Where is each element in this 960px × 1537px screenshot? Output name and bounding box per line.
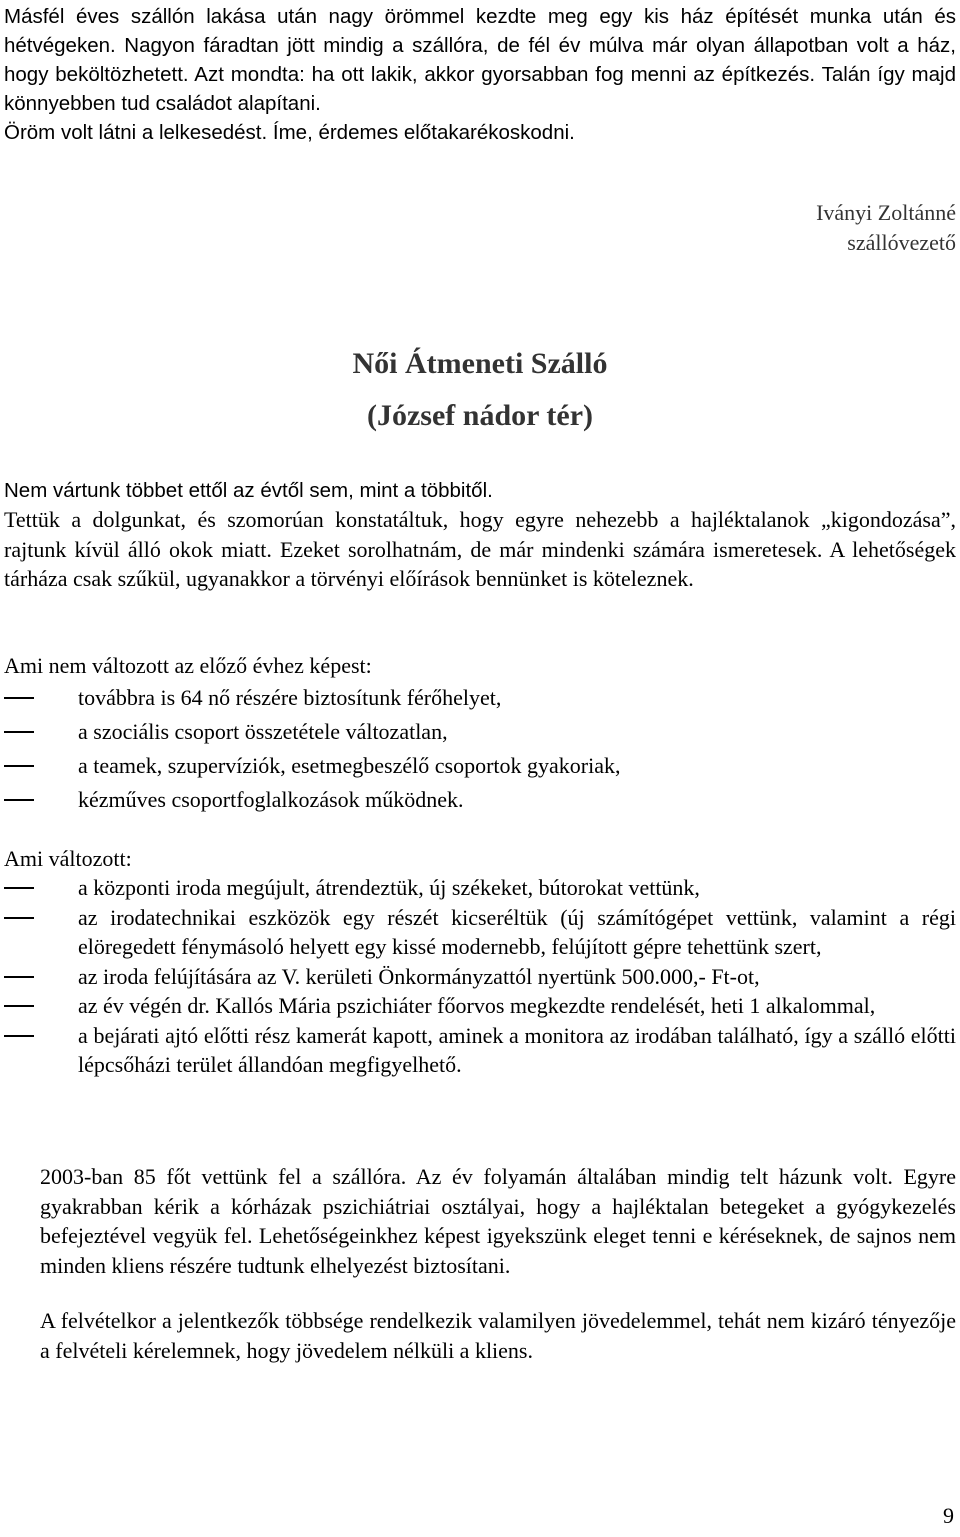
list-item: a bejárati ajtó előtti rész kamerát kapott, aminek a monitora az irodában található, így a szálló előtti lépcsőházi terület állandóan megfigyelhető. [4, 1021, 956, 1080]
intro-paragraph [4, 2, 956, 147]
dash-bullet [4, 1035, 34, 1037]
dash-bullet [4, 765, 34, 767]
list-item: a központi iroda megújult, átrendeztük, új székeket, bútorokat vettünk, [4, 873, 956, 903]
list-item: kézműves csoportfoglalkozások működnek. [4, 785, 956, 815]
changed-rest: : [125, 846, 132, 871]
unchanged-heading [4, 651, 956, 681]
list-item: a teamek, szupervíziók, esetmegbeszélő csoportok gyakoriak, [4, 751, 956, 781]
dash-bullet [4, 799, 34, 801]
dash-bullet [4, 731, 34, 733]
unchanged-lead: Ami nem változott [4, 653, 169, 678]
changed-lead: Ami változott [4, 846, 126, 871]
dash-bullet [4, 1005, 34, 1007]
intro-closing-line: Öröm volt látni a lelkesedést. Íme, érdemes előtakarékoskodni. [4, 121, 575, 144]
dash-bullet [4, 887, 34, 889]
signature-name: Iványi Zoltánné [816, 200, 956, 225]
signature-role: szállóvezető [847, 230, 956, 255]
list-item: az év végén dr. Kallós Mária pszichiáter főorvos megkezdte rendelését, heti 1 alkalommal, [4, 991, 956, 1021]
dash-bullet [4, 697, 34, 699]
dash-bullet [4, 976, 34, 978]
signature-block [816, 198, 956, 258]
changed-heading [4, 844, 956, 874]
page-number: 9 [943, 1503, 954, 1528]
section-title: Női Átmeneti Szálló [352, 347, 608, 380]
body-paragraph-2: Tettük a dolgunkat, és szomorúan konstatáltuk, hogy egyre nehezebb a hajléktalanok „kigondozása”, rajtunk kívül álló okok miatt. Ezeket sorolhatnám, de már mindenki számára ismeretesek. A lehetőségek tárháza csak szűkül, ugyanakkor a törvényi előírások bennünket is köteleznek. [4, 507, 956, 591]
intro-text: Másfél éves szállón lakása után nagy örömmel kezdte meg egy kis ház építését munka után és hétvégeken. Nagyon fáradtan jött mindig a szállóra, de fél év múlva már olyan állapotban volt a ház, hogy beköltözhetett. Azt mondta: ha ott lakik, akkor gyorsabban fog menni az építkezés. Talán így majd könnyebben tud családot alapítani. [4, 5, 956, 115]
dash-bullet [4, 917, 34, 919]
list-item: továbbra is 64 nő részére biztosítunk férőhelyet, [4, 683, 956, 713]
list-item: az iroda felújítására az V. kerületi Önkormányzattól nyertünk 500.000,- Ft-ot, [4, 962, 956, 992]
closing-paragraph-2: A felvételkor a jelentkezők többsége rendelkezik valamilyen jövedelemmel, tehát nem kizáró tényezője a felvételi kérelemnek, hogy jövedelem nélküli a kliens. [40, 1308, 956, 1363]
unchanged-list [4, 683, 956, 819]
list-item: a szociális csoport összetétele változatlan, [4, 717, 956, 747]
section-subtitle: (József nádor tér) [366, 399, 594, 432]
changed-list [4, 873, 956, 1080]
list-item: az irodatechnikai eszközök egy részét kicseréltük (új számítógépet vettünk, valamint a régi elöregedett fénymásoló helyett egy kissé modernebb, felújított gépre tehettünk szert, [4, 903, 956, 962]
unchanged-rest: az előző évhez képest: [168, 653, 372, 678]
closing-paragraph-1: 2003-ban 85 főt vettünk fel a szállóra. Az év folyamán általában mindig telt házunk volt. Egyre gyakrabban kérik a kórházak pszichiátriai osztályai, hogy a hajléktalan betegeket a gyógykezelés befejeztével vegyük fel. Lehetőségeinkhez képest igyekszünk eleget tenni e kéréseknek, de sajnos nem minden kliens részére tudtunk elhelyezést biztosítani. [40, 1164, 956, 1278]
body-paragraph-1: Nem vártunk többet ettől az évtől sem, mint a többitől. [4, 479, 493, 502]
